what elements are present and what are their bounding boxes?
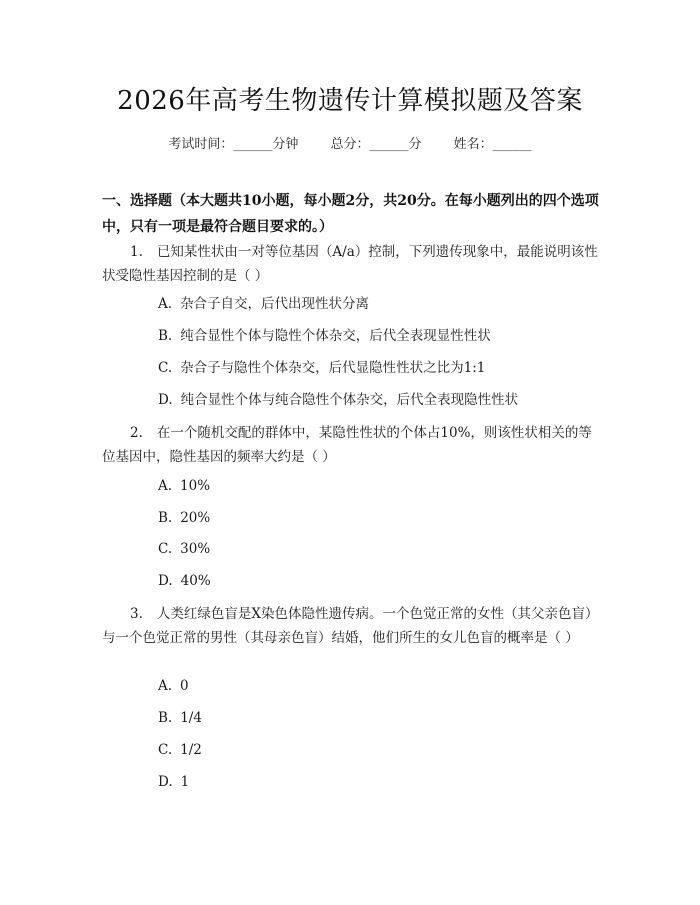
option-1c (158, 358, 485, 378)
total-score-field: 总分：______分 (330, 137, 422, 152)
option-2b (158, 508, 210, 528)
option-2c (158, 539, 210, 559)
option-text: 杂合子自交，后代出现性状分离 (180, 296, 370, 312)
option-text: 1/2 (180, 742, 202, 758)
option-label: D. (158, 392, 173, 408)
option-text: 0 (180, 678, 189, 694)
option-1d (158, 390, 518, 410)
option-text: 40% (180, 573, 211, 589)
option-text: 1/4 (180, 710, 202, 726)
option-3b (158, 708, 202, 728)
question-3 (102, 602, 602, 650)
option-label: D. (158, 774, 173, 790)
option-1a (158, 294, 369, 314)
page-title: 2026年高考生物遗传计算模拟题及答案 (117, 86, 583, 116)
question-1 (102, 240, 602, 288)
exam-time-field: 考试时间：______分钟 (168, 137, 299, 152)
option-label: A. (158, 296, 173, 312)
option-text: 20% (180, 510, 211, 526)
exam-meta (0, 133, 700, 152)
option-text: 30% (180, 541, 211, 557)
option-1b (158, 326, 491, 346)
option-2a (158, 476, 210, 496)
option-label: D. (158, 573, 173, 589)
option-text: 1 (180, 774, 190, 790)
option-label: B. (158, 328, 173, 344)
option-2d (158, 571, 211, 591)
option-label: A. (158, 478, 173, 494)
option-text: 10% (180, 478, 211, 494)
question-number: 1. (130, 244, 143, 260)
option-label: C. (158, 541, 173, 557)
option-label: C. (158, 742, 173, 758)
question-number: 2. (130, 425, 143, 441)
section-heading: 一、选择题（本大题共10小题，每小题2分，共20分。在每小题列出的四个选项中，只有一项是最符合题目要求的。） (102, 193, 599, 235)
option-3a (158, 676, 189, 696)
option-label: B. (158, 710, 173, 726)
question-text: 人类红绿色盲是X染色体隐性遗传病。一个色觉正常的女性（其父亲色盲）与一个色觉正常的男性（其母亲色盲）结婚，他们所生的女儿色盲的概率是（ ） (102, 606, 599, 646)
option-label: C. (158, 360, 173, 376)
option-text: 纯合显性个体与纯合隐性个体杂交，后代全表现隐性性状 (180, 392, 519, 408)
question-text: 在一个随机交配的群体中，某隐性性状的个体占10%，则该性状相关的等位基因中，隐性基因的频率大约是（ ） (102, 425, 592, 465)
question-text: 已知某性状由一对等位基因（A/a）控制，下列遗传现象中，最能说明该性状受隐性基因控制的是（ ） (102, 244, 598, 284)
option-label: B. (158, 510, 173, 526)
question-number: 3. (130, 606, 143, 622)
name-field: 姓名：______ (453, 137, 532, 152)
option-3d (158, 772, 189, 792)
option-3c (158, 740, 202, 760)
option-text: 杂合子与隐性个体杂交，后代显隐性性状之比为1:1 (180, 360, 486, 376)
option-label: A. (158, 678, 173, 694)
question-2 (102, 421, 602, 469)
option-text: 纯合显性个体与隐性个体杂交，后代全表现显性性状 (180, 328, 491, 344)
